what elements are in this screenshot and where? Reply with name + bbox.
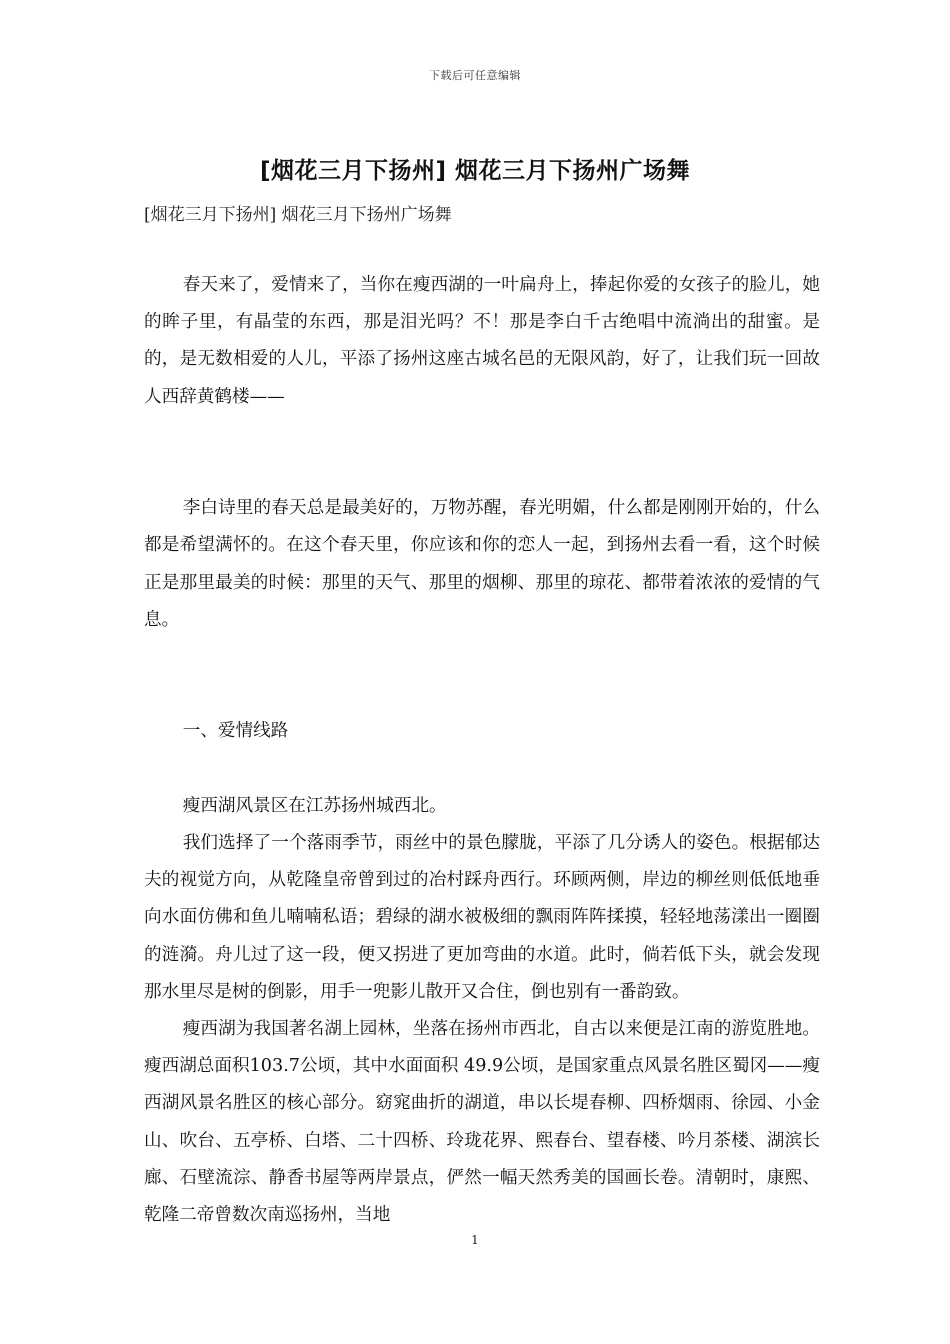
document-body [144,267,820,1234]
paragraph-lake-overview: 瘦西湖为我国著名湖上园林，坐落在扬州市西北，自古以来便是江南的游览胜地。瘦西湖总面积103.7公顷，其中水面面积 49.9公顷，是国家重点风景名胜区蜀冈——瘦西湖风景名胜区的核心部分。窈窕曲折的湖道，串以长堤春柳、四桥烟雨、徐园、小金山、吹台、五亭桥、白塔、二十四桥、玲珑花界、熙春台、望春楼、吟月茶楼、湖滨长廊、石壁流淙、静香书屋等两岸景点，俨然一幅天然秀美的国画长卷。清朝时，康熙、乾隆二帝曾数次南巡扬州，当地 [144,1018,820,1225]
paragraph-rain-boat: 我们选择了一个落雨季节，雨丝中的景色朦胧，平添了几分诱人的姿色。根据郁达夫的视觉方向，从乾隆皇帝曾到过的冶村踩舟西行。环顾两侧，岸边的柳丝则低低地垂向水面仿佛和鱼儿喃喃私语；碧绿的湖水被极细的飘雨阵阵揉摸，轻轻地荡漾出一圈圈的涟漪。舟儿过了这一段，便又拐进了更加弯曲的水道。此时，倘若低下头，就会发现那水里尽是树的倒影，用手一兜影儿散开又合住，倒也别有一番韵致。 [144,832,820,1002]
document-subtitle: [烟花三月下扬州] 烟花三月下扬州广场舞 [144,205,452,225]
paragraph-gap [144,639,820,676]
document-title: [烟花三月下扬州] 烟花三月下扬州广场舞 [259,158,691,184]
paragraph-gap [144,453,820,490]
section-heading: 一、爱情线路 [182,721,289,742]
paragraph-gap [144,751,820,788]
paragraph-gap [144,416,820,453]
paragraph-intro: 春天来了，爱情来了，当你在瘦西湖的一叶扁舟上，捧起你爱的女孩子的脸儿，她的眸子里，有晶莹的东西，那是泪光吗？不！那是李白千古绝唱中流淌出的甜蜜。是的，是无数相爱的人儿，平添了扬州这座古城名邑的无限风韵，好了，让我们玩一回故人西辞黄鹤楼—— [144,275,820,407]
paragraph-spring: 李白诗里的春天总是最美好的，万物苏醒，春光明媚，什么都是刚刚开始的，什么都是希望满怀的。在这个春天里，你应该和你的恋人一起，到扬州去看一看，这个时候正是那里最美的时候：那里的天气、那里的烟柳、那里的琼花、都带着浓浓的爱情的气息。 [144,498,820,630]
paragraph-location: 瘦西湖风景区在江苏扬州城西北。 [182,795,447,816]
paragraph-gap [144,676,820,713]
header-note: 下载后可任意编辑 [429,69,521,82]
page-number: 1 [471,1233,479,1247]
